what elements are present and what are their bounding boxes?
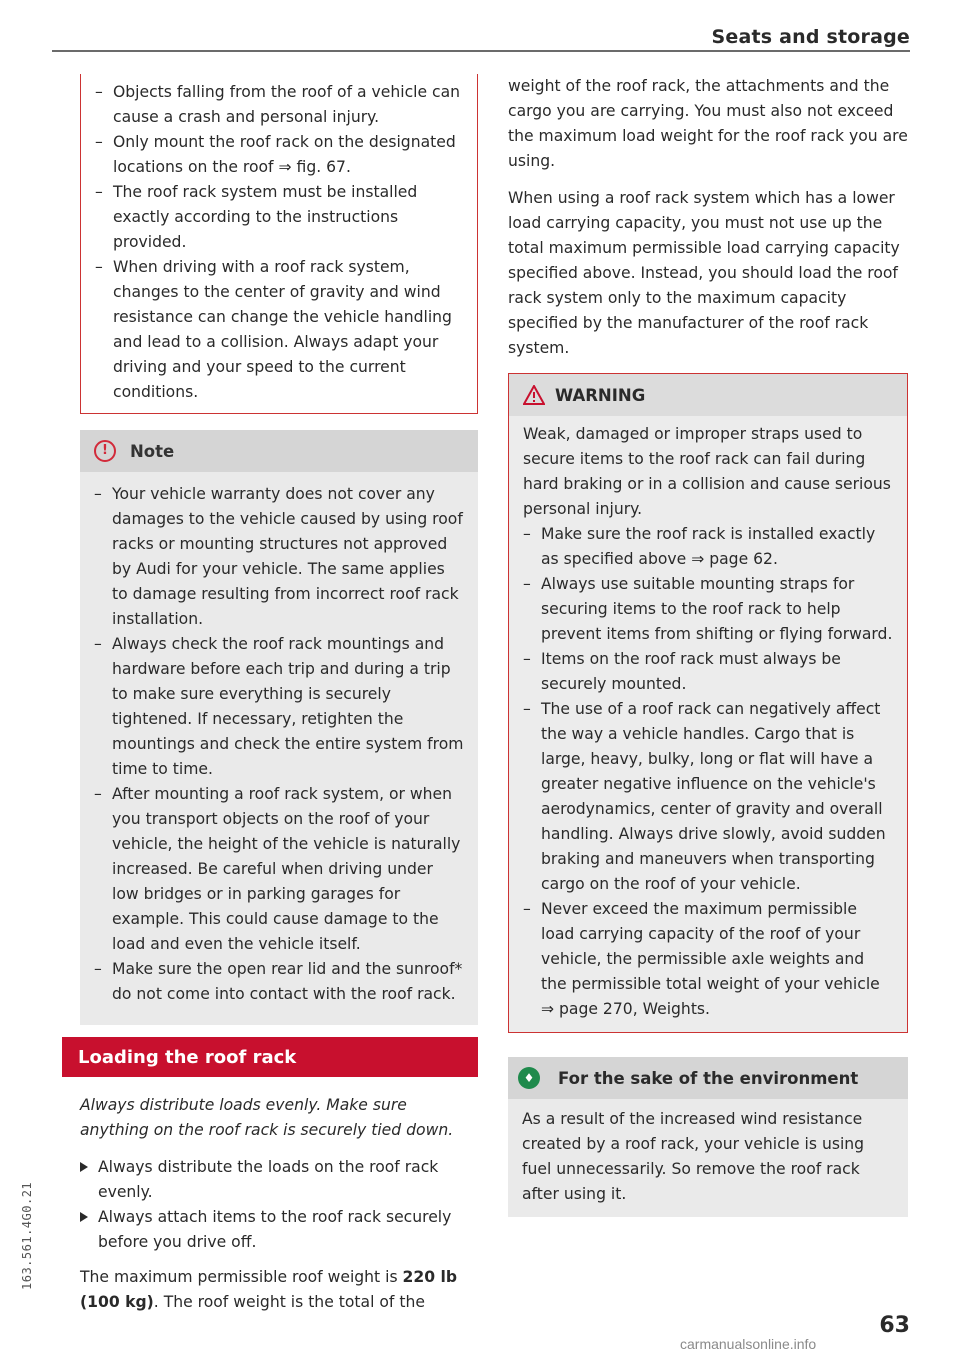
watermark: carmanualsonline.info	[680, 1336, 817, 1352]
list-item: – Items on the roof rack must always be securely mounted.	[523, 650, 841, 693]
right-column	[508, 74, 908, 1217]
side-code: 163.561.4G0.21	[20, 1181, 34, 1290]
note-info-icon: !	[94, 440, 116, 462]
paragraph: weight of the roof rack, the attachments and the cargo you are carrying. You must also not exceed the maximum load weight for the roof rack you are using.	[508, 77, 908, 170]
weight-paragraph: The maximum permissible roof weight is 220 lb (100 kg). The roof weight is the total of the	[80, 1268, 458, 1311]
warning-header	[509, 374, 907, 416]
section-intro: Always distribute loads evenly. Make sure anything on the roof rack is securely tied down.	[80, 1096, 454, 1139]
list-item: – When driving with a roof rack system, changes to the center of gravity and wind resistance can change the vehicle handling and lead to a collision. Always adapt your driving and your speed to the current conditions.	[95, 258, 452, 401]
list-item: – The roof rack system must be installed exactly according to the instructions provided.	[95, 183, 418, 251]
warning-triangle-icon	[523, 385, 545, 405]
warning-intro: Weak, damaged or improper straps used to secure items to the roof rack can fail during hard braking or in a collision and cause serious personal injury.	[523, 425, 891, 518]
arrow-icon	[80, 1162, 88, 1172]
header-rule	[52, 50, 910, 52]
list-item: – Never exceed the maximum permissible load carrying capacity of the roof of your vehicle, the permissible axle weights and the permissible total weight of your vehicle ⇒ page 270, Weights.	[523, 900, 880, 1018]
step-list	[80, 1155, 478, 1255]
note-list	[94, 482, 464, 1007]
left-column	[80, 74, 478, 1315]
list-item: – Make sure the roof rack is installed exactly as specified above ⇒ page 62.	[523, 525, 876, 568]
environment-title: For the sake of the environment	[558, 1068, 859, 1088]
note-box	[80, 430, 478, 1025]
warning-list	[523, 522, 893, 1022]
step-item: Always attach items to the roof rack securely before you drive off.	[80, 1205, 478, 1255]
list-item: – Always use suitable mounting straps for securing items to the roof rack to help prevent items from shifting or flying forward.	[523, 575, 893, 643]
leaf-icon: ♦	[518, 1067, 540, 1089]
environment-header	[508, 1057, 908, 1099]
list-item: – The use of a roof rack can negatively affect the way a vehicle handles. Cargo that is large, heavy, bulky, long or flat will have a greater negative influence on the vehicle's aerodynamics, center of gravity and overall handling. Always drive slowly, avoid sudden braking and maneuvers when transporting cargo on the roof of your vehicle.	[523, 700, 886, 893]
warning-continuation-box	[80, 74, 478, 414]
list-item: – After mounting a roof rack system, or when you transport objects on the roof of your vehicle, the height of the vehicle is naturally increased. Be careful when driving under low bridges or in parking garages for example. This could cause damage to the load and even the vehicle itself.	[94, 785, 461, 953]
list-item: – Make sure the open rear lid and the sunroof* do not come into contact with the roof rack.	[94, 960, 463, 1003]
arrow-icon	[80, 1212, 88, 1222]
warning-continuation-list	[95, 80, 463, 405]
list-item: – Only mount the roof rack on the designated locations on the roof ⇒ fig. 67.	[95, 133, 456, 176]
paragraph: When using a roof rack system which has a lower load carrying capacity, you must not use up the total maximum permissible load carrying capacity specified above. Instead, you should load the roof rack system only to the maximum capacity specified by the manufacturer of the roof rack system.	[508, 189, 900, 357]
list-item: – Your vehicle warranty does not cover any damages to the vehicle caused by using roof racks or mounting structures not approved by Audi for your vehicle. The same applies to damage resulting from incorrect roof rack installation.	[94, 485, 463, 628]
warning-box	[508, 373, 908, 1033]
environment-text: As a result of the increased wind resistance created by a roof rack, your vehicle is using fuel unnecessarily. So remove the roof rack after using it.	[522, 1110, 865, 1203]
list-item: – Objects falling from the roof of a vehicle can cause a crash and personal injury.	[95, 83, 461, 126]
running-head: Seats and storage	[711, 26, 910, 48]
note-header	[80, 430, 478, 472]
section-heading: Loading the roof rack	[62, 1037, 478, 1077]
warning-title: WARNING	[555, 385, 646, 405]
list-item: – Always check the roof rack mountings and hardware before each trip and during a trip to make sure everything is securely tightened. If necessary, retighten the mountings and check the entire system from time to time.	[94, 635, 464, 778]
environment-box	[508, 1057, 908, 1217]
note-title: Note	[130, 441, 175, 461]
step-item: Always distribute the loads on the roof rack evenly.	[80, 1155, 478, 1205]
page-number: 63	[879, 1313, 910, 1338]
